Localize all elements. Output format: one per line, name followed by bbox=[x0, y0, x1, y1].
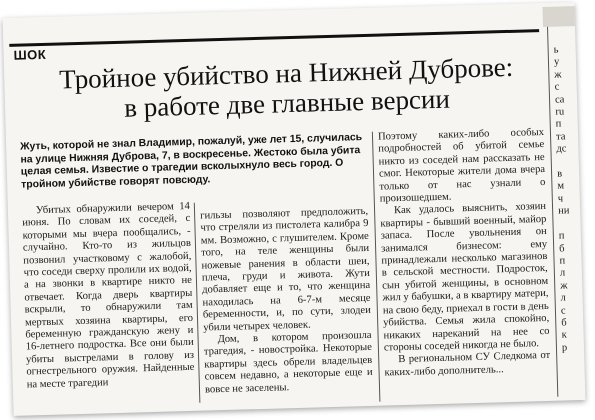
article-headline bbox=[16, 51, 557, 126]
column-1-paragraph: Убитых обнаружили вечером 14 июня. По словам их соседей, с которыми мы вчера пообщались, - случайно. Кто-то из жильцов позвонил участковому с жалобой, что соседи сверху пролили их водой, а на звонки в квартире никто не отвечает. Когда дверь квартиры вскрыли, то обнаружили там мертвых хозяина квартиры, его беременную гражданскую жену и 16-летнего подростка. Все они были убиты выстрелами в голову из огнестрельного оружия. Найденные на месте трагедии bbox=[22, 200, 195, 391]
adjacent-page-edge bbox=[542, 6, 583, 27]
article-column-2 bbox=[200, 206, 373, 397]
newspaper-clipping bbox=[3, 2, 586, 416]
column-3-paragraph-2: Как удалось выяснить, хозяин квартиры - бывший военный, майор запаса. После увольнения он занимался бизнесом: ему принадлежали несколько магазинов в сельской местности. Подросток, сын убитой женщины, в основном жил у бабушки, а в квартиру матери, на свою беду, приехал в гости в день убийства. Семья жила спокойно, никаких нареканий на нее со стороны соседей никогда не было. bbox=[380, 201, 550, 354]
column-2-paragraph-1: гильзы позволяют предположить, что стреляли из пистолета калибра 9 мм. Возможно, с глушителем. Кроме того, на теле женщины были ножевые ранения в области шеи, плеча, груди и живота. Жути добавляет еще и то, что женщина находилась на 6-7-м месяце беременности, и, по сути, злодеи убили четырех человек. bbox=[200, 205, 372, 334]
article-column-1 bbox=[22, 201, 195, 392]
article-lead: Жуть, которой не знал Владимир, пожалуй, уже лет 15, случилась на улице Нижняя Дуброва, 7, в воскресенье. Жестоко была убита целая семья. Известие о трагедии всколыхнуло весь город. О тройном убийстве говорят повсюду. bbox=[20, 132, 363, 191]
column-2-paragraph-2: Дом, в котором произошла трагедия, - новостройка. Некоторые квартиры здесь обрели владельцев совсем недавно, а некоторые еще и вовсе не заселены. bbox=[203, 329, 373, 396]
column-3-paragraph-3: В региональном СУ Следкома от каких-либо дополнитель... bbox=[384, 350, 551, 379]
rubric-label: ШОК bbox=[13, 46, 47, 63]
column-3-paragraph-1: Поэтому каких-либо особых подробностей об убитой семье никто из соседей нам рассказать не смог. Некоторые жители дома вчера только от нас узнали о произошедшем. bbox=[377, 126, 546, 205]
next-article-edge-text: ь у ж с ca ru п та дс в м ч ни п б п л ж л с б к р bbox=[553, 44, 570, 354]
column-divider-1 bbox=[194, 203, 201, 403]
rubric-rule bbox=[9, 29, 539, 47]
article-column-3 bbox=[378, 127, 551, 380]
headline-line-2: в работе две главные версии bbox=[123, 83, 451, 123]
headline-line-1: Тройное убийство на Нижней Дуброве: bbox=[58, 51, 514, 95]
